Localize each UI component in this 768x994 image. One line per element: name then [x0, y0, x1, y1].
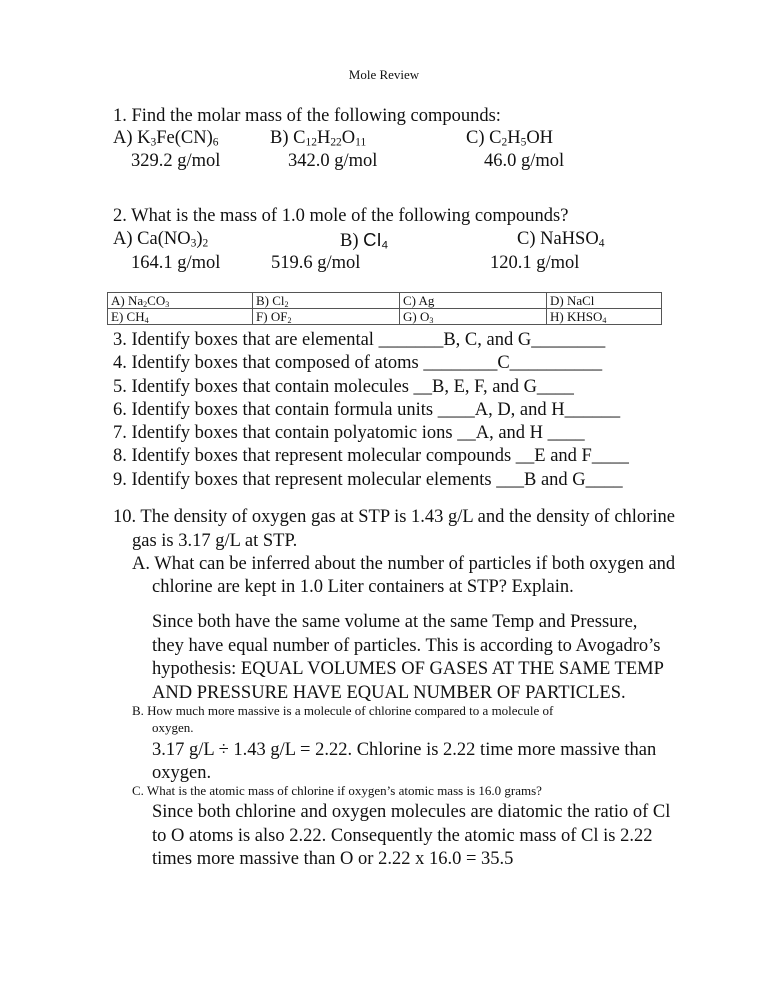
box-formula: $Cl_2$ [272, 293, 289, 309]
box-label: A) [111, 293, 128, 308]
q10-part-b-question-line1: B. How much more massive is a molecule of chlorine compared to a molecule of [132, 703, 554, 718]
q2-answer-b: 519.6 g/mol [271, 253, 361, 273]
box-formula: Ag [418, 293, 435, 308]
q10-part-a-answer [152, 611, 664, 705]
q1-answer-a: 329.2 g/mol [131, 151, 221, 171]
q10-prompt-line1: 10. The density of oxygen gas at STP is 1.43 g/L and the density of chlorine [113, 507, 675, 527]
part-c-answer-line: to O atoms is also 2.22. Consequently the atomic mass of Cl is 2.22 [152, 825, 653, 846]
q1-answer-b: 342.0 g/mol [288, 151, 378, 171]
q10-part-a-question-line1: A. What can be inferred about the number of particles if both oxygen and [132, 554, 676, 574]
part-b-answer-line: oxygen. [152, 763, 212, 783]
box-cell [547, 293, 662, 309]
box-label: C) [403, 293, 419, 308]
q1-item-b-formula: $C_{12}H_{22}O_{11}$ [293, 128, 367, 149]
part-a-answer-line: Since both have the same volume at the same Temp and Pressure, [152, 612, 638, 632]
box-label: D) [550, 293, 567, 308]
q2-item-b-label: B) [340, 231, 364, 251]
part-c-answer-line: Since both chlorine and oxygen molecules are diatomic the ratio of Cl [152, 802, 671, 822]
q1-answer-c: 46.0 g/mol [484, 151, 565, 171]
q10-part-b-question-line2: oxygen. [152, 720, 194, 735]
q10-part-c-question: C. What is the atomic mass of chlorine if oxygen’s atomic mass is 16.0 grams? [132, 783, 542, 798]
identify-questions-list [113, 329, 629, 492]
box-cell [253, 309, 400, 325]
q2-item-c-label: C) [517, 229, 541, 249]
box-label: F) [256, 309, 271, 324]
q2-item-b-formula: $CI_4$ [363, 229, 389, 252]
part-a-answer-line: AND PRESSURE HAVE EQUAL NUMBER OF PARTICLES. [152, 682, 626, 703]
q1-item-b-label: B) [270, 128, 294, 148]
question-8: 8. Identify boxes that represent molecular compounds __E and F____ [113, 446, 629, 467]
box-formula: $CH_4$ [126, 309, 149, 325]
q1-prompt: 1. Find the molar mass of the following compounds: [113, 106, 501, 126]
q10-part-c-answer [152, 801, 670, 872]
q2-item-a-label: A) [113, 229, 138, 249]
question-3: 3. Identify boxes that are elemental _______B, C, and G________ [113, 330, 606, 350]
page-title: Mole Review [348, 67, 420, 82]
question-6: 6. Identify boxes that contain formula units ____A, D, and H______ [113, 399, 621, 420]
q1-item-c [466, 128, 553, 149]
part-a-answer-line: they have equal number of particles. This is according to Avogadro’s [152, 635, 661, 656]
q2-item-a-formula: $Ca(NO_3)_2$ [137, 229, 209, 250]
q1-item-c-formula: $C_2H_5OH$ [489, 128, 554, 149]
question-9: 9. Identify boxes that represent molecular elements ___B and G____ [113, 469, 623, 490]
q2-item-b [340, 229, 388, 252]
q10-part-a-question-line2: chlorine are kept in 1.0 Liter containers at STP? Explain. [152, 577, 574, 597]
q2-item-c [517, 229, 604, 250]
q10-prompt-line2: gas is 3.17 g/L at STP. [132, 531, 298, 551]
q2-answer-a: 164.1 g/mol [131, 253, 221, 273]
q2-item-a [113, 229, 208, 250]
q2-item-c-formula: NaHSO$_4$ [540, 229, 605, 250]
q1-item-a [113, 128, 219, 149]
q2-prompt: 2. What is the mass of 1.0 mole of the following compounds? [113, 206, 569, 226]
box-label: H) [550, 309, 567, 324]
q1-item-a-label: A) [113, 128, 138, 148]
part-a-answer-line: hypothesis: EQUAL VOLUMES OF GASES AT THE SAME TEMP [152, 659, 664, 679]
question-5: 5. Identify boxes that contain molecules __B, E, F, and G____ [113, 376, 574, 397]
box-cell [400, 293, 547, 309]
boxes-table [107, 292, 662, 325]
box-formula: $KHSO_4$ [566, 309, 607, 325]
box-label: E) [111, 309, 127, 324]
q10-part-b-answer [152, 739, 656, 785]
box-formula: NaCl [566, 293, 595, 308]
box-formula: $Na_2CO_3$ [127, 293, 170, 309]
box-cell [253, 293, 400, 309]
boxes-row [108, 293, 662, 309]
q2-answer-c: 120.1 g/mol [490, 253, 580, 273]
question-7: 7. Identify boxes that contain polyatomic ions __A, and H ____ [113, 423, 585, 444]
q1-item-b [270, 128, 366, 149]
box-formula: $OF_2$ [270, 309, 292, 325]
box-cell [400, 309, 547, 325]
box-label: B) [256, 293, 273, 308]
box-cell [547, 309, 662, 325]
box-cell [108, 309, 253, 325]
box-label: G) [403, 309, 420, 324]
q1-item-c-label: C) [466, 128, 490, 148]
box-cell [108, 293, 253, 309]
boxes-row [108, 309, 662, 325]
part-c-answer-line: times more massive than O or 2.22 x 16.0 = 35.5 [152, 849, 514, 869]
question-4: 4. Identify boxes that composed of atoms ________C__________ [113, 353, 603, 374]
box-formula: $O_3$ [419, 309, 434, 325]
part-b-answer-line: 3.17 g/L ÷ 1.43 g/L = 2.22. Chlorine is 2.22 time more massive than [152, 740, 657, 760]
q1-item-a-formula: $K_3Fe(CN)_6$ [137, 128, 219, 149]
